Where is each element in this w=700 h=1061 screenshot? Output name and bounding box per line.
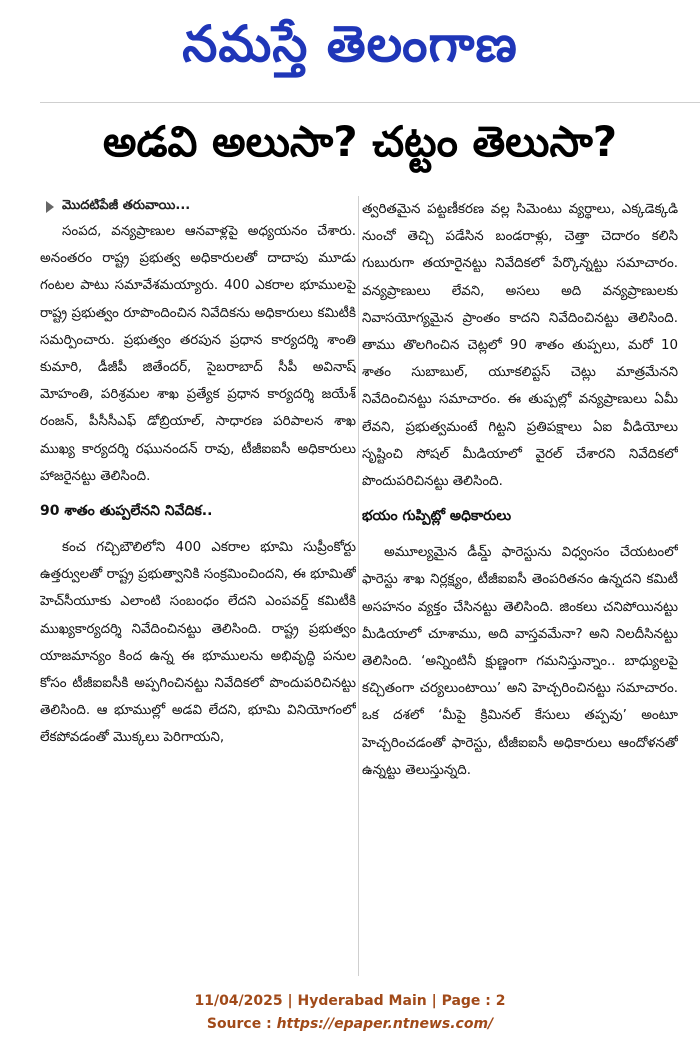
source-label: Source : [206,1016,277,1032]
masthead-divider [40,102,700,103]
masthead [0,0,700,100]
article-paragraph: అమూల్యమైన డీమ్డ్ ఫారెస్టును విధ్వంసం చేయటంలో ఫారెస్టు శాఖ నిర్లక్ష్యం, టీజీఐఐసీ తెంపరితనం ఉన్నదని కమిటీ అసహనం వ్యక్తం చేసినట్టు తెలిసింది. జింకలు చనిపోయినట్టు మీడియాలో చూశాము, అది వాస్తవమేనా? అని నిలదీసినట్టు తెలిసింది. ‘అన్నింటినీ క్షుణ్ణంగా గమనిస్తున్నాం.. బాధ్యులపై కచ్చితంగా చర్యలుంటాయి’ అని హెచ్చరించినట్టు సమాచారం. ఒక దశలో ‘మీపై క్రిమినల్ కేసులు తప్పవు’ అంటూ హెచ్చరించడంతో ఫారెస్టు, టీజీఐఐసీ అధికారులు ఆందోళనతో ఉన్నట్టు తెలుస్తున్నది. [362,545,678,778]
subheading: 90 శాతం తుప్పలేనని నివేదిక.. [40,503,213,520]
source-line [0,1013,700,1036]
continuation-line [40,196,356,218]
article-column-left [40,196,356,976]
column-divider [358,196,359,976]
subheading: భయం గుప్పిట్లో అధికారులు [362,508,512,525]
article-paragraph: కంచ గచ్చిబౌలిలోని 400 ఎకరాల భూమి సుప్రీంకోర్టు ఉత్తర్వులతో రాష్ట్ర ప్రభుత్వానికి సంక్రమించిందని, ఈ భూమితో హెచ్‌సీయూకు ఎలాంటి సంబంధం లేదని ఎంపవర్డ్ కమిటీకి ముఖ్యకార్యదర్శి నివేదించినట్టు తెలిసింది. రాష్ట్ర ప్రభుత్వం యాజమాన్యం కింద ఉన్న ఈ భూములను అభివృద్ధి పనుల కోసం టీజీఐఐసీకి అప్పగించినట్టు నివేదికలో పొందుపరిచినట్టు తెలిసింది. ఆ భూముల్లో అడవి లేదని, భూమి వినియోగంలో లేకపోవడంతో మొక్కలు పెరిగాయని, [40,540,356,746]
article-paragraph: త్వరితమైన పట్టణీకరణ వల్ల సిమెంటు వ్యర్థాలు, ఎక్కడెక్కడి నుంచో తెచ్చి పడేసిన బండరాళ్లు, చెత్తా చెదారం కలిసి గుబురుగా తయారైనట్టు నివేదికలో పేర్కొన్నట్టు సమాచారం. వన్యప్రాణులు లేవని, అసలు అది వన్యప్రాణులకు నివాసయోగ్యమైన ప్రాంతం కాదని నివేదించినట్టు తెలిసింది. తాము తొలగించిన చెట్లలో 90 శాతం తుప్పలు, మరో 10 శాతం సుబాబుల్, యూకలిప్టస్ చెట్లు మాత్రమేనని నివేదించినట్టు సమాచారం. ఈ తుప్పల్లో వన్యప్రాణులు ఏమీ లేవని, ప్రభుత్వమంటే గిట్టని ప్రతిపక్షాలు ఏఐ వీడియోలు సృష్టించి సోషల్ మీడియాలో వైరల్ చేశారని నివేదికలో పొందుపరిచినట్టు తెలిసింది. [362,202,678,490]
article-paragraph: సంపద, వన్యప్రాణుల ఆనవాళ్లపై అధ్యయనం చేశారు. అనంతరం రాష్ట్ర ప్రభుత్వ అధికారులతో దాదాపు మూడు గంటల పాటు సమావేశమయ్యారు. 400 ఎకరాల భూములపై రాష్ట్ర ప్రభుత్వం రూపొందించిన నివేదికను అధికారులు కమిటీకి సమర్పించారు. ప్రభుత్వం తరపున ప్రధాన కార్యదర్శి శాంతి కుమారి, డీజీపీ జితేందర్, సైబరాబాద్ సీపీ అవినాష్ మోహంతి, పరిశ్రమల శాఖ ప్రత్యేక ప్రధాన కార్యదర్శి జయేశ్ రంజన్, పీసీసీఎఫ్ డోబ్రియాల్, సాధారణ పరిపాలన శాఖ ముఖ్య కార్యదర్శి రఘునందన్ రావు, టీజీఐఐసీ అధికారులు హాజరైనట్టు తెలిసింది. [40,224,356,484]
triangle-right-icon [46,201,54,213]
headline: అడవి అలుసా? చట్టం తెలుసా? [102,117,618,166]
page-footer [0,990,700,1036]
continuation-text: మొదటిపేజీ తరువాయి... [62,198,191,213]
article-column-right [362,196,678,976]
edition-info: 11/04/2025 | Hyderabad Main | Page : 2 [194,993,506,1009]
masthead-logo: నమస్తే తెలంగాణ [182,14,518,73]
source-link[interactable]: https://epaper.ntnews.com/ [276,1016,494,1032]
